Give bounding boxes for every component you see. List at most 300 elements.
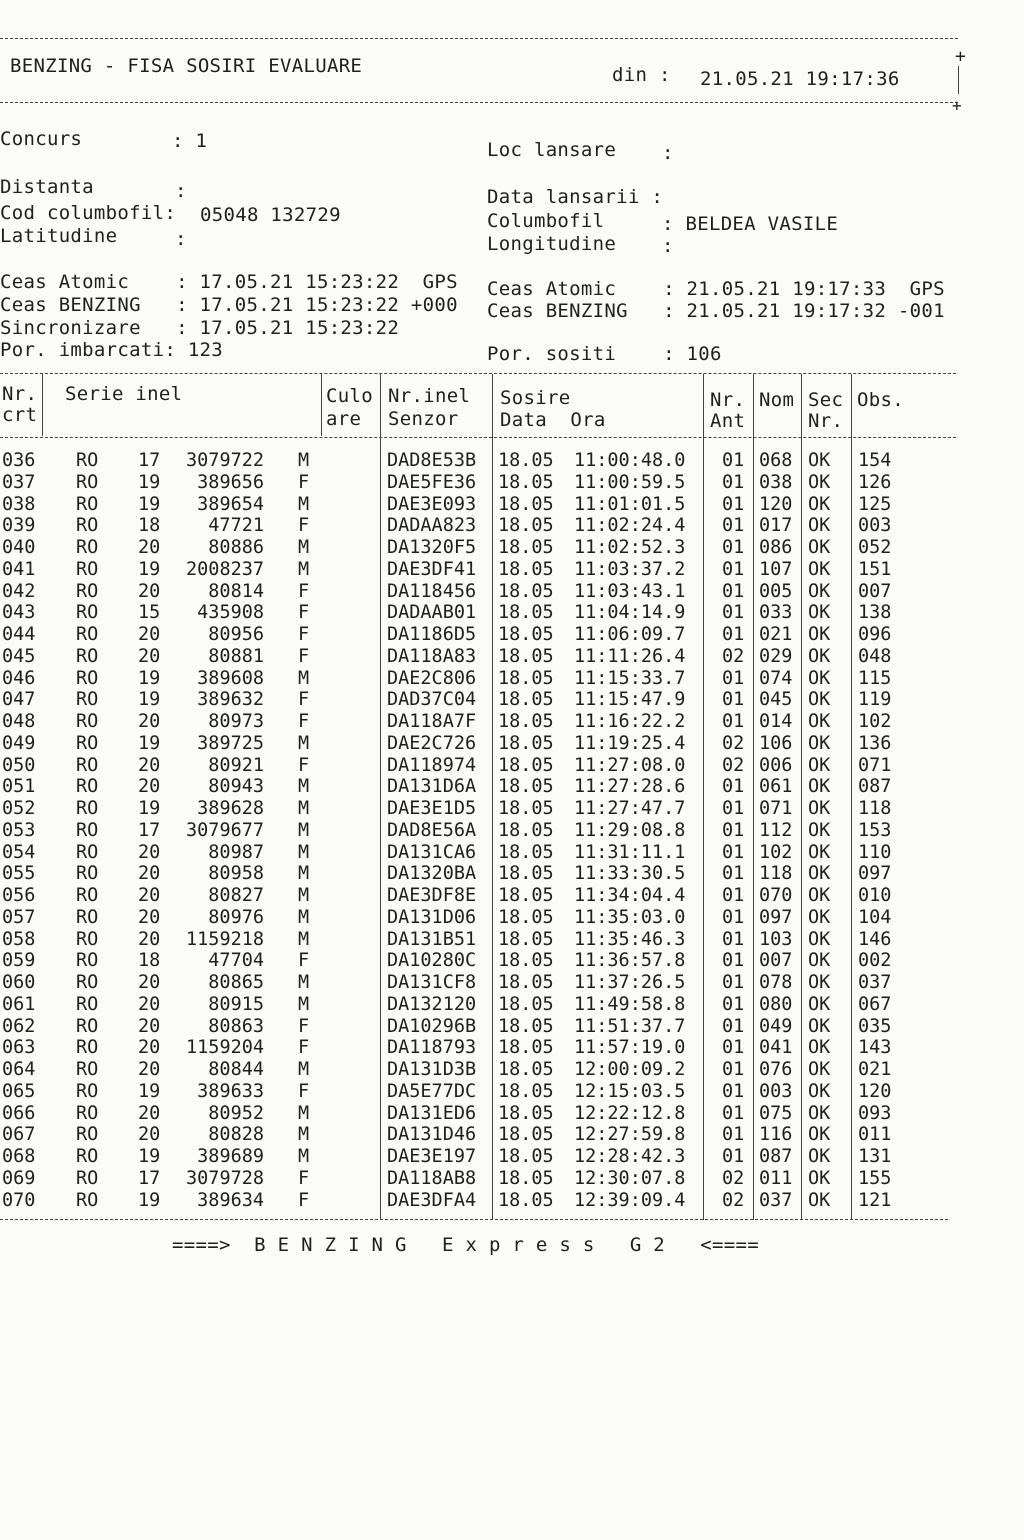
cell-sec: OK	[808, 776, 831, 798]
col-header-nr-1: Nr.	[2, 383, 38, 405]
col-header-culo-1: Culo	[326, 385, 373, 407]
cell-ring: 80844	[208, 1059, 264, 1080]
cell-country: RO	[76, 798, 99, 819]
col-header-sosire-2: Data Ora	[500, 409, 606, 431]
cell-sec: OK	[808, 1189, 831, 1211]
cell-nom: 103	[759, 928, 793, 950]
cell-date: 18.05	[498, 1167, 554, 1189]
cell-sex: M	[298, 1102, 310, 1124]
cell-time: 11:03:43.1	[574, 580, 686, 602]
cell-nom: 107	[759, 558, 793, 580]
cell-time: 11:00:59.5	[574, 471, 686, 493]
table-row	[0, 929, 1024, 951]
cell-year: 19	[138, 689, 161, 711]
cell-year: 20	[138, 841, 161, 863]
cell-senzor: DA5E77DC	[387, 1080, 477, 1102]
cell-nr: 058	[2, 928, 36, 950]
cell-ant: 02	[722, 645, 745, 667]
cell-nom: 037	[759, 1189, 793, 1211]
header-corner-plus: +	[955, 46, 966, 67]
concurs-label: Concurs	[0, 128, 83, 150]
table-row	[0, 1168, 1024, 1190]
cell-sec: OK	[808, 754, 831, 776]
cell-sec: OK	[808, 580, 831, 602]
cell-nr: 060	[2, 972, 36, 993]
cell-obs: 154	[858, 450, 892, 471]
cell-nr: 055	[2, 863, 36, 885]
cell-ring: 80956	[208, 624, 264, 645]
cell-date: 18.05	[498, 645, 554, 667]
cell-country: RO	[76, 1167, 99, 1189]
cod-columbofil-label: Cod columbofil:	[0, 202, 177, 224]
cell-country: RO	[76, 537, 99, 558]
cell-nr: 057	[2, 906, 36, 928]
cell-ant: 01	[722, 776, 745, 798]
cell-senzor: DAE5FE36	[387, 471, 477, 493]
cell-senzor: DA118456	[387, 580, 477, 602]
cell-nr: 069	[2, 1167, 36, 1189]
cell-sec: OK	[808, 689, 831, 711]
cell-ant: 01	[722, 515, 745, 537]
columbofil-label: Columbofil	[487, 210, 605, 232]
cell-year: 20	[138, 1102, 161, 1124]
header-right-border	[958, 66, 959, 94]
cell-nr: 064	[2, 1059, 36, 1080]
cell-ant: 01	[722, 993, 745, 1015]
cell-year: 20	[138, 1015, 161, 1037]
cell-nr: 061	[2, 993, 36, 1015]
table-row	[0, 472, 1024, 494]
cell-country: RO	[76, 1189, 99, 1211]
cell-sex: M	[298, 450, 310, 471]
cell-nom: 033	[759, 602, 793, 624]
cell-senzor: DAE2C726	[387, 732, 477, 754]
cell-senzor: DA131D3B	[387, 1059, 477, 1080]
cell-obs: 010	[858, 885, 892, 906]
cell-nom: 068	[759, 450, 793, 471]
cell-year: 20	[138, 754, 161, 776]
table-row	[0, 1081, 1024, 1103]
cell-obs: 151	[858, 558, 892, 580]
cell-senzor: DA131CA6	[387, 841, 477, 863]
cell-year: 17	[138, 450, 161, 471]
cell-senzor: DA131D06	[387, 906, 477, 928]
table-row	[0, 1037, 1024, 1059]
cell-nom: 087	[759, 1146, 793, 1167]
cell-obs: 037	[858, 972, 892, 993]
report-date-label: din :	[612, 64, 671, 86]
cell-country: RO	[76, 667, 99, 689]
cell-ring: 47721	[208, 515, 264, 537]
cell-nom: 097	[759, 906, 793, 928]
cell-time: 12:00:09.2	[574, 1059, 686, 1080]
cell-nr: 054	[2, 841, 36, 863]
cell-nr: 063	[2, 1037, 36, 1059]
cell-year: 19	[138, 1080, 161, 1102]
cell-nr: 052	[2, 798, 36, 819]
cell-senzor: DA118974	[387, 754, 477, 776]
cell-ant: 01	[722, 819, 745, 841]
cell-sex: F	[298, 471, 310, 493]
cell-ant: 01	[722, 972, 745, 993]
cell-country: RO	[76, 580, 99, 602]
cell-sec: OK	[808, 928, 831, 950]
cell-senzor: DAE3E1D5	[387, 798, 477, 819]
cell-ant: 01	[722, 1037, 745, 1059]
cell-country: RO	[76, 515, 99, 537]
cell-sex: F	[298, 1080, 310, 1102]
cell-date: 18.05	[498, 1037, 554, 1059]
cell-country: RO	[76, 906, 99, 928]
cell-ring: 389689	[197, 1146, 264, 1167]
cell-ant: 01	[722, 885, 745, 906]
cell-ring: 80952	[208, 1102, 264, 1124]
cell-sex: F	[298, 602, 310, 624]
cell-year: 19	[138, 1146, 161, 1167]
cell-date: 18.05	[498, 885, 554, 906]
cell-time: 11:02:52.3	[574, 537, 686, 558]
cell-sec: OK	[808, 1146, 831, 1167]
longitudine-label: Longitudine	[487, 233, 617, 255]
table-row	[0, 515, 1024, 537]
cell-nom: 029	[759, 645, 793, 667]
cell-time: 11:33:30.5	[574, 863, 686, 885]
cell-country: RO	[76, 776, 99, 798]
cell-year: 19	[138, 798, 161, 819]
sincronizare: Sincronizare : 17.05.21 15:23:22	[0, 317, 400, 339]
cell-nr: 066	[2, 1102, 36, 1124]
cell-date: 18.05	[498, 906, 554, 928]
cell-sex: M	[298, 1124, 310, 1146]
cell-time: 11:19:25.4	[574, 732, 686, 754]
cell-ant: 01	[722, 1102, 745, 1124]
loc-lansare-label: Loc lansare	[487, 139, 617, 161]
cell-nom: 070	[759, 885, 793, 906]
cell-date: 18.05	[498, 993, 554, 1015]
cell-nom: 086	[759, 537, 793, 558]
cell-nom: 011	[759, 1167, 793, 1189]
cell-date: 18.05	[498, 602, 554, 624]
cell-ant: 01	[722, 493, 745, 515]
cell-nom: 003	[759, 1080, 793, 1102]
col-header-serie: Serie inel	[65, 383, 183, 405]
cell-senzor: DAE3DFA4	[387, 1189, 477, 1211]
cell-ring: 389608	[197, 667, 264, 689]
cell-sec: OK	[808, 624, 831, 645]
cell-nr: 053	[2, 819, 36, 841]
cell-date: 18.05	[498, 537, 554, 558]
cell-senzor: DADAAB01	[387, 602, 477, 624]
cell-senzor: DA1186D5	[387, 624, 477, 645]
table-top-rule	[0, 373, 956, 374]
cell-time: 11:04:14.9	[574, 602, 686, 624]
cell-nom: 080	[759, 993, 793, 1015]
cell-time: 11:06:09.7	[574, 624, 686, 645]
cell-nom: 041	[759, 1037, 793, 1059]
cell-country: RO	[76, 950, 99, 972]
ceas-atomic-end: Ceas Atomic : 21.05.21 19:17:33 GPS	[487, 278, 945, 300]
cell-time: 12:39:09.4	[574, 1189, 686, 1211]
cell-obs: 007	[858, 580, 892, 602]
cell-date: 18.05	[498, 972, 554, 993]
cell-nr: 045	[2, 645, 36, 667]
cell-country: RO	[76, 450, 99, 471]
cell-date: 18.05	[498, 819, 554, 841]
header-top-rule	[0, 38, 958, 39]
cell-nr: 036	[2, 450, 36, 471]
col-header-nr-2: crt	[2, 404, 38, 426]
ceas-atomic-start: Ceas Atomic : 17.05.21 15:23:22 GPS	[0, 271, 458, 293]
cell-nom: 075	[759, 1102, 793, 1124]
cell-nom: 120	[759, 493, 793, 515]
cell-nom: 014	[759, 711, 793, 732]
cell-obs: 035	[858, 1015, 892, 1037]
cell-time: 11:31:11.1	[574, 841, 686, 863]
cell-ring: 80921	[208, 754, 264, 776]
cell-year: 20	[138, 645, 161, 667]
cell-nom: 071	[759, 798, 793, 819]
cell-obs: 002	[858, 950, 892, 972]
cell-ring: 389725	[197, 732, 264, 754]
cell-sec: OK	[808, 1124, 831, 1146]
cell-sec: OK	[808, 972, 831, 993]
cell-time: 11:03:37.2	[574, 558, 686, 580]
cell-nr: 040	[2, 537, 36, 558]
cell-time: 11:15:47.9	[574, 689, 686, 711]
table-row	[0, 733, 1024, 755]
cell-ant: 01	[722, 841, 745, 863]
cell-sec: OK	[808, 841, 831, 863]
cell-time: 11:37:26.5	[574, 972, 686, 993]
cell-nr: 048	[2, 711, 36, 732]
cell-nr: 067	[2, 1124, 36, 1146]
cell-nr: 065	[2, 1080, 36, 1102]
cell-senzor: DAE2C806	[387, 667, 477, 689]
table-row	[0, 798, 1024, 820]
cell-ring: 80915	[208, 993, 264, 1015]
cell-year: 20	[138, 993, 161, 1015]
cell-nom: 074	[759, 667, 793, 689]
cell-sex: M	[298, 819, 310, 841]
cell-year: 20	[138, 711, 161, 732]
cell-time: 11:01:01.5	[574, 493, 686, 515]
cell-nr: 037	[2, 471, 36, 493]
cell-country: RO	[76, 1124, 99, 1146]
cell-ring: 3079728	[186, 1167, 264, 1189]
cell-sex: M	[298, 667, 310, 689]
header-bottom-rule	[0, 102, 958, 103]
cell-ring: 80987	[208, 841, 264, 863]
cell-time: 11:35:03.0	[574, 906, 686, 928]
cell-date: 18.05	[498, 1015, 554, 1037]
concurs-value: : 1	[172, 130, 208, 152]
cell-ant: 01	[722, 450, 745, 471]
cell-sec: OK	[808, 1059, 831, 1080]
cell-date: 18.05	[498, 950, 554, 972]
cell-ring: 389634	[197, 1189, 264, 1211]
cell-ring: 80863	[208, 1015, 264, 1037]
cell-obs: 067	[858, 993, 892, 1015]
cell-obs: 138	[858, 602, 892, 624]
cell-obs: 097	[858, 863, 892, 885]
cell-senzor: DAD37C04	[387, 689, 477, 711]
cell-senzor: DADAA823	[387, 515, 477, 537]
cell-date: 18.05	[498, 624, 554, 645]
cell-sex: M	[298, 1146, 310, 1167]
cell-country: RO	[76, 1037, 99, 1059]
cell-country: RO	[76, 1102, 99, 1124]
cell-time: 12:30:07.8	[574, 1167, 686, 1189]
table-row	[0, 581, 1024, 603]
cell-year: 19	[138, 1189, 161, 1211]
cell-senzor: DAE3E093	[387, 493, 477, 515]
cell-obs: 120	[858, 1080, 892, 1102]
cell-time: 11:02:24.4	[574, 515, 686, 537]
col-header-sec-2: Nr.	[808, 410, 844, 432]
cell-senzor: DAE3DF8E	[387, 885, 477, 906]
cell-time: 12:22:12.8	[574, 1102, 686, 1124]
col-sep-nr	[42, 374, 43, 436]
cell-date: 18.05	[498, 1146, 554, 1167]
cell-year: 20	[138, 1124, 161, 1146]
cell-ring: 80827	[208, 885, 264, 906]
cell-sec: OK	[808, 515, 831, 537]
cell-sec: OK	[808, 1102, 831, 1124]
cell-country: RO	[76, 972, 99, 993]
table-row	[0, 755, 1024, 777]
cell-sex: M	[298, 928, 310, 950]
cell-ring: 2008237	[186, 558, 264, 580]
cell-sex: F	[298, 1015, 310, 1037]
cell-country: RO	[76, 841, 99, 863]
table-row	[0, 994, 1024, 1016]
cell-obs: 121	[858, 1189, 892, 1211]
cell-country: RO	[76, 819, 99, 841]
cell-year: 19	[138, 471, 161, 493]
cell-sex: M	[298, 993, 310, 1015]
cell-senzor: DA132120	[387, 993, 477, 1015]
cell-country: RO	[76, 1015, 99, 1037]
cell-ant: 02	[722, 732, 745, 754]
cell-time: 11:36:57.8	[574, 950, 686, 972]
cell-ant: 01	[722, 689, 745, 711]
table-row	[0, 907, 1024, 929]
latitudine-label: Latitudine	[0, 225, 118, 247]
cell-date: 18.05	[498, 667, 554, 689]
cell-nr: 042	[2, 580, 36, 602]
table-row	[0, 776, 1024, 798]
cell-sex: F	[298, 711, 310, 732]
cell-obs: 131	[858, 1146, 892, 1167]
cell-year: 19	[138, 667, 161, 689]
cell-senzor: DA118A7F	[387, 711, 477, 732]
cell-obs: 003	[858, 515, 892, 537]
ceas-benzing-start: Ceas BENZING : 17.05.21 15:23:22 +000	[0, 294, 458, 316]
cell-ant: 01	[722, 1124, 745, 1146]
cell-nom: 045	[759, 689, 793, 711]
cell-date: 18.05	[498, 841, 554, 863]
cell-ant: 01	[722, 863, 745, 885]
cell-country: RO	[76, 493, 99, 515]
cell-country: RO	[76, 711, 99, 732]
cell-country: RO	[76, 624, 99, 645]
cell-nr: 038	[2, 493, 36, 515]
cell-senzor: DA131D6A	[387, 776, 477, 798]
cell-date: 18.05	[498, 1189, 554, 1211]
distanta-label: Distanta	[0, 176, 94, 198]
cell-sex: M	[298, 972, 310, 993]
cell-year: 20	[138, 624, 161, 645]
table-row	[0, 624, 1024, 646]
cell-senzor: DA10280C	[387, 950, 477, 972]
cell-ant: 01	[722, 1146, 745, 1167]
cell-senzor: DA1320BA	[387, 863, 477, 885]
table-row	[0, 863, 1024, 885]
table-row	[0, 885, 1024, 907]
cell-time: 11:49:58.8	[574, 993, 686, 1015]
cell-time: 12:15:03.5	[574, 1080, 686, 1102]
cell-year: 20	[138, 863, 161, 885]
cell-nr: 056	[2, 885, 36, 906]
latitudine-value: :	[175, 228, 187, 250]
cell-obs: 153	[858, 819, 892, 841]
cell-obs: 087	[858, 776, 892, 798]
cell-year: 15	[138, 602, 161, 624]
table-row	[0, 1190, 1024, 1212]
cell-year: 19	[138, 732, 161, 754]
cell-sex: M	[298, 558, 310, 580]
col-header-inel-1: Nr.inel	[388, 385, 471, 407]
cell-senzor: DA118793	[387, 1037, 477, 1059]
cell-year: 20	[138, 1059, 161, 1080]
cell-year: 20	[138, 928, 161, 950]
cell-sec: OK	[808, 798, 831, 819]
cell-date: 18.05	[498, 928, 554, 950]
cell-ring: 3079722	[186, 450, 264, 471]
cell-obs: 104	[858, 906, 892, 928]
cell-ring: 80865	[208, 972, 264, 993]
cell-ring: 80958	[208, 863, 264, 885]
cell-obs: 093	[858, 1102, 892, 1124]
cell-date: 18.05	[498, 515, 554, 537]
cell-nom: 116	[759, 1124, 793, 1146]
col-header-inel-2: Senzor	[388, 408, 459, 430]
ceas-benzing-end: Ceas BENZING : 21.05.21 19:17:32 -001	[487, 300, 945, 322]
cell-nr: 068	[2, 1146, 36, 1167]
cell-country: RO	[76, 602, 99, 624]
cell-sex: F	[298, 624, 310, 645]
table-header-rule	[0, 437, 956, 438]
cell-sec: OK	[808, 819, 831, 841]
table-row	[0, 1146, 1024, 1168]
col-sep-serie	[321, 374, 322, 436]
cell-obs: 115	[858, 667, 892, 689]
col-header-ant-2: Ant	[710, 410, 746, 432]
cell-ring: 80814	[208, 580, 264, 602]
cell-sex: F	[298, 950, 310, 972]
cell-sex: F	[298, 1167, 310, 1189]
cell-date: 18.05	[498, 493, 554, 515]
report-title: BENZING - FISA SOSIRI EVALUARE	[10, 55, 363, 77]
table-row	[0, 842, 1024, 864]
table-row	[0, 1103, 1024, 1125]
cell-obs: 096	[858, 624, 892, 645]
cell-obs: 071	[858, 754, 892, 776]
cell-date: 18.05	[498, 558, 554, 580]
cell-sex: M	[298, 1059, 310, 1080]
cell-ant: 02	[722, 1167, 745, 1189]
cell-country: RO	[76, 689, 99, 711]
